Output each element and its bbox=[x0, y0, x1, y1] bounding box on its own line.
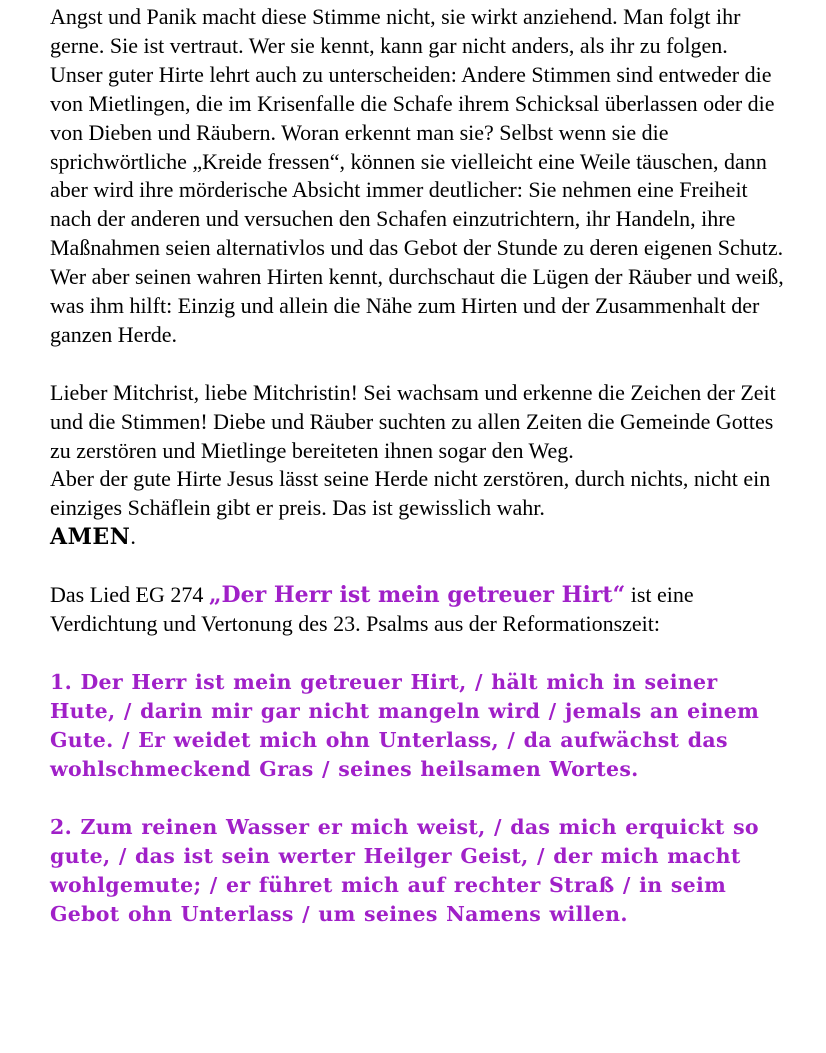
song-title: „Der Herr ist mein getreuer Hirt“ bbox=[208, 582, 626, 609]
paragraph-spacer bbox=[50, 350, 790, 379]
song-intro-after: ist eine Verdichtung und Vertonung des 23. Psalms aus der Reformationszeit: bbox=[50, 582, 694, 636]
paragraph-guter-hirte bbox=[50, 465, 790, 552]
paragraph-stimme: Angst und Panik macht diese Stimme nicht, sie wirkt anziehend. Man folgt ihr gerne. Sie ist vertraut. Wer sie kennt, kann gar nicht anders, als ihr zu folgen. bbox=[50, 4, 741, 58]
document-page bbox=[50, 3, 790, 929]
paragraph-mitchrist: Lieber Mitchrist, liebe Mitchristin! Sei wachsam und erkenne die Zeichen der Zeit und die Stimmen! Diebe und Räuber suchten zu allen Zeiten die Gemeinde Gottes zu zerstören und Mietlinge bereiteten ihnen sogar den Weg. bbox=[50, 379, 776, 463]
paragraph-spacer bbox=[50, 784, 790, 813]
amen-period: . bbox=[130, 524, 136, 550]
song-intro-before: Das Lied EG 274 bbox=[50, 582, 209, 608]
hymn-verse-1: 1. Der Herr ist mein getreuer Hirt, / hält mich in seiner Hute, / darin mir gar nicht mangeln wird / jemals an einem Gute. / Er weidet mich ohn Unterlass, / da aufwächst das wohlschmeckend Gras / seines heilsamen Wortes. bbox=[50, 669, 760, 781]
amen-text: AMEN bbox=[50, 524, 131, 551]
paragraph-song-intro bbox=[50, 581, 790, 639]
paragraph-spacer bbox=[50, 552, 790, 581]
paragraph-spacer bbox=[50, 639, 790, 668]
paragraph-guter-hirte-text: Aber der gute Hirte Jesus lässt seine Herde nicht zerstören, durch nichts, nicht ein einziges Schäflein gibt er preis. Das ist gewisslich wahr. bbox=[50, 466, 771, 521]
hymn-verse-2: 2. Zum reinen Wasser er mich weist, / das mich erquickt so gute, / das ist sein werter Heilger Geist, / der mich macht wohlgemute; / er führet mich auf rechter Straß / in seim Gebot ohn Unterlass / um seines Namens willen. bbox=[50, 814, 759, 926]
paragraph-hirte-unterscheiden: Unser guter Hirte lehrt auch zu unterscheiden: Andere Stimmen sind entweder die von Mietlingen, die im Krisenfalle die Schafe ihrem Schicksal überlassen oder die von Dieben und Räubern. Woran erkennt man sie? Selbst wenn sie die sprichwörtliche „Kreide fressen“, können sie vielleicht eine Weile täuschen, dann aber wird ihre mörderische Absicht immer deutlicher: Sie nehmen eine Freiheit nach der anderen und versuchen den Schafen einzutrichtern, ihr Handeln, ihre Maßnahmen seien alternativlos und das Gebot der Stunde zu deren eigenen Schutz. Wer aber seinen wahren Hirten kennt, durchschaut die Lügen der Räuber und weiß, was ihm hilft: Einzig und allein die Nähe zum Hirten und der Zusammenhalt der ganzen Herde. bbox=[50, 61, 784, 347]
